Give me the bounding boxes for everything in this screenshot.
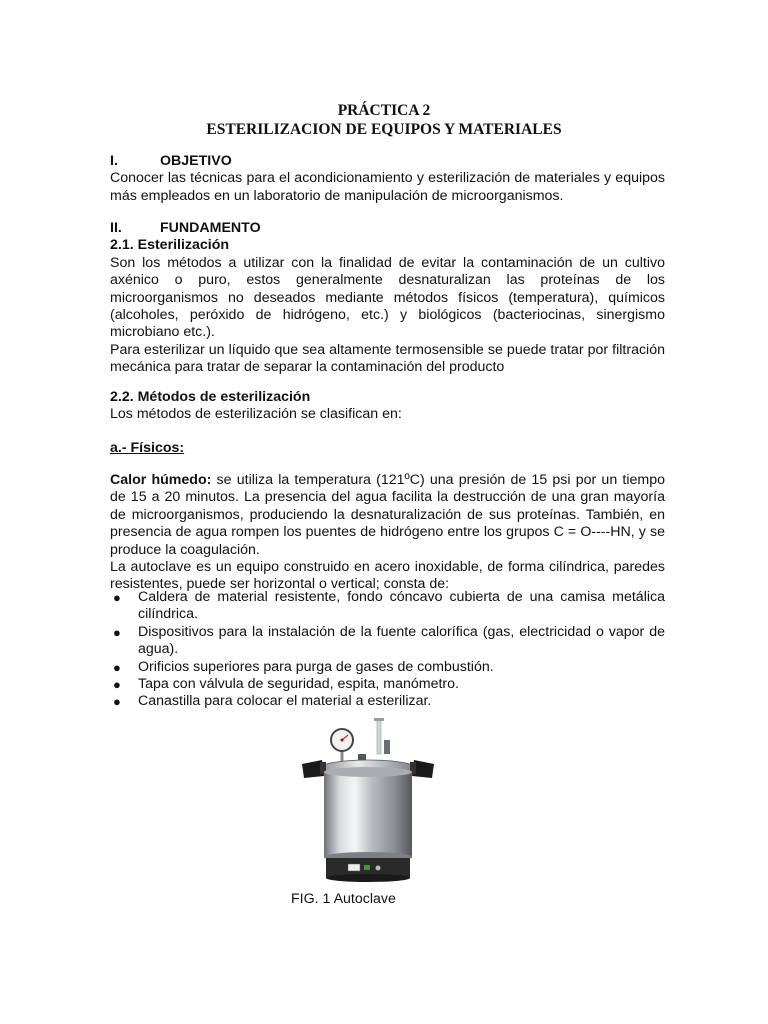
calor-humedo-paragraph	[110, 472, 665, 559]
esterilizacion-paragraph-2: Para esterilizar un líquido que sea altamente termosensible se puede tratar por filtración mecánica para tratar de separar la contaminación del producto	[110, 341, 665, 376]
metodos-text: Los métodos de esterilización se clasifican en:	[110, 406, 402, 423]
section-fundamento	[110, 220, 665, 377]
section-calor-humedo	[110, 472, 665, 594]
autoclave-paragraph: La autoclave es un equipo construido en acero inoxidable, de forma cilíndrica, paredes resistentes, puede ser horizontal o vertical; consta de:	[110, 559, 665, 593]
section-metodos	[110, 389, 665, 424]
figure-caption: FIG. 1 Autoclave	[291, 891, 396, 907]
list-item: ● Tapa con válvula de seguridad, espita, manómetro.	[113, 676, 459, 693]
calor-humedo-label: Calor húmedo:	[110, 472, 212, 488]
list-item: ● Caldera de material resistente, fondo cóncavo cubierta de una camisa metálica cilíndrica.	[113, 589, 665, 623]
objetivo-heading: I. OBJETIVO	[110, 153, 232, 169]
page-title: ESTERILIZACION DE EQUIPOS Y MATERIALES	[206, 121, 562, 138]
section-objetivo	[110, 153, 665, 205]
metodos-heading: 2.2. Métodos de esterilización	[110, 389, 311, 405]
esterilizacion-heading: 2.1. Esterilización	[110, 237, 230, 254]
fundamento-heading: II. FUNDAMENTO	[110, 220, 261, 236]
autoclave-illustration	[298, 718, 438, 888]
list-item: ● Dispositivos para la instalación de la fuente calorífica (gas, electricidad o vapor de agua).	[113, 623, 665, 658]
calor-humedo-text: se utiliza la temperatura (121ºC) una presión de 15 psi por un tiempo de 15 a 20 minutos. La presencia del agua facilita la destrucción de una gran mayoría de microorganismos, produciendo la desnaturalización de sus proteínas. También, en presencia de agua rompen los puentes de hidrógeno entre los grupos C = O----HN, y se produce la coagulación.	[110, 472, 665, 558]
objetivo-text: Conocer las técnicas para el acondicionamiento y esterilización de materiales y equipos más empleados en un laboratorio de manipulación de microorganismos.	[110, 170, 665, 204]
fisicos-heading: a.- Físicos:	[110, 440, 185, 456]
esterilizacion-paragraph-1: Son los métodos a utilizar con la finalidad de evitar la contaminación de un cultivo axénico o puro, estos generalmente desnaturalizan las proteínas de los microorganismos no deseados mediante métodos físicos (temperatura), químicos (alcoholes, peróxido de hidrógeno, etc.) y biológicos (bacteriocinas, sinergismo microbiano etc.).	[110, 254, 665, 341]
autoclave-image	[298, 718, 438, 888]
list-item: ● Canastilla para colocar el material a esterilizar.	[113, 693, 432, 710]
autoclave-parts-list	[110, 589, 665, 711]
list-item: ● Orificios superiores para purga de gases de combustión.	[113, 658, 494, 675]
practice-number: PRÁCTICA 2	[337, 102, 431, 119]
